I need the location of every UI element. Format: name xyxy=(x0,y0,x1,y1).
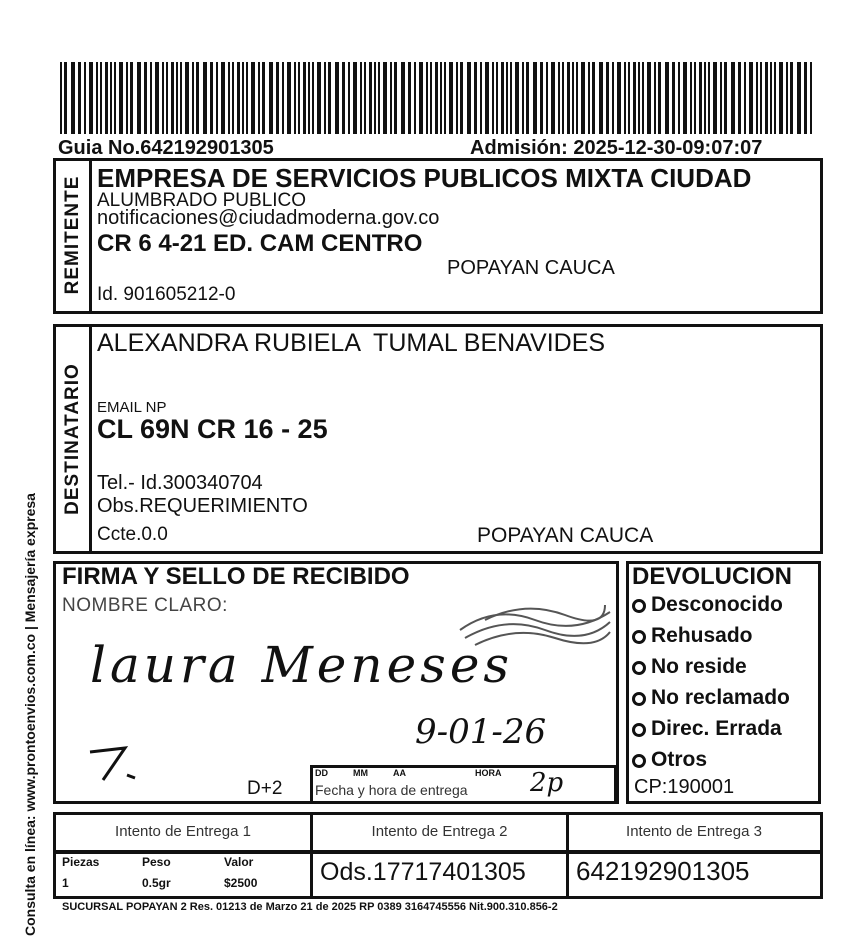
barcode-bar xyxy=(810,62,812,134)
return-option-direc-errada[interactable]: Direc. Errada xyxy=(632,717,782,741)
barcode-bar xyxy=(166,62,168,134)
pkg-header-valor: Valor xyxy=(224,855,254,869)
barcode-bar xyxy=(683,62,687,134)
barcode-bar xyxy=(353,62,357,134)
barcode-bar xyxy=(510,62,512,134)
handwritten-date: 9-01-26 xyxy=(415,712,547,752)
pkg-value-piezas: 1 xyxy=(62,876,69,890)
radio-circle-icon xyxy=(632,661,646,675)
package-divider-1 xyxy=(310,851,313,899)
d-plus-2: D+2 xyxy=(247,778,283,799)
barcode-bar xyxy=(269,62,273,134)
barcode-bar xyxy=(588,62,590,134)
barcode-bar xyxy=(180,62,182,134)
barcode-bar xyxy=(628,62,630,134)
barcode-bar xyxy=(176,62,178,134)
sender-city: POPAYAN CAUCA xyxy=(447,257,615,279)
barcode-bar xyxy=(369,62,372,134)
barcode-bar xyxy=(287,62,291,134)
barcode-bar xyxy=(185,62,189,134)
barcode-bar xyxy=(760,62,762,134)
handwritten-time: 2p xyxy=(530,768,564,798)
barcode-bar xyxy=(64,62,67,134)
barcode-bar xyxy=(720,62,722,134)
barcode-bar xyxy=(770,62,772,134)
barcode-bar xyxy=(558,62,560,134)
handwritten-name: laura Meneses xyxy=(90,636,514,694)
barcode-bar xyxy=(435,62,438,134)
barcode-bar xyxy=(282,62,284,134)
barcode-bar xyxy=(492,62,494,134)
attempt-2-label: Intento de Entrega 2 xyxy=(371,823,508,840)
barcode-bar xyxy=(203,62,207,134)
barcode-bar xyxy=(756,62,758,134)
barcode-bar xyxy=(647,62,651,134)
barcode-bar xyxy=(546,62,548,134)
barcode-bar xyxy=(246,62,248,134)
barcode-bar xyxy=(779,62,783,134)
barcode-bar xyxy=(533,62,537,134)
barcode-bar xyxy=(474,62,477,134)
date-label-aa: AA xyxy=(393,768,406,778)
package-divider-2 xyxy=(566,851,569,899)
barcode-bar xyxy=(633,62,636,134)
recipient-tel: Tel.- Id.300340704 xyxy=(97,472,263,494)
barcode-bar xyxy=(298,62,300,134)
barcode-bar xyxy=(171,62,174,134)
return-option-no-reside[interactable]: No reside xyxy=(632,655,747,679)
barcode-bar xyxy=(658,62,661,134)
barcode-bar xyxy=(624,62,626,134)
barcode-bar xyxy=(665,62,669,134)
sender-address: CR 6 4-21 ED. CAM CENTRO xyxy=(97,230,423,257)
barcode-bar xyxy=(276,62,279,134)
sender-dept: ALUMBRADO PUBLICO xyxy=(97,190,307,211)
barcode-bar xyxy=(221,62,225,134)
barcode-bar xyxy=(419,62,423,134)
sender-company: EMPRESA DE SERVICIOS PUBLICOS MIXTA CIUDAD xyxy=(97,163,752,193)
barcode-bar xyxy=(258,62,260,134)
radio-circle-icon xyxy=(632,723,646,737)
barcode-bar xyxy=(496,62,498,134)
barcode-bar xyxy=(378,62,380,134)
barcode-bar xyxy=(581,62,585,134)
recipient-ccte: Ccte.0.0 xyxy=(97,524,168,545)
barcode-bar xyxy=(374,62,376,134)
barcode-bar xyxy=(144,62,147,134)
barcode-bar xyxy=(71,62,75,134)
barcode xyxy=(58,62,818,136)
barcode-bar xyxy=(774,62,776,134)
receipt-name-label: NOMBRE CLARO: xyxy=(62,595,228,616)
barcode-bar xyxy=(430,62,432,134)
barcode-bar xyxy=(348,62,350,134)
barcode-bar xyxy=(713,62,717,134)
barcode-bar xyxy=(540,62,543,134)
barcode-bar xyxy=(119,62,123,134)
barcode-bar xyxy=(786,62,788,134)
barcode-bar xyxy=(690,62,692,134)
radio-circle-icon xyxy=(632,754,646,768)
radio-circle-icon xyxy=(632,692,646,706)
barcode-bar xyxy=(114,62,116,134)
barcode-bar xyxy=(567,62,570,134)
barcode-bar xyxy=(731,62,735,134)
side-info-text: Consulta en línea: www.prontoenvios.com.co | Mensajería expresa xyxy=(22,493,38,936)
date-label-mm: MM xyxy=(353,768,368,778)
barcode-bar xyxy=(804,62,807,134)
barcode-bar xyxy=(210,62,213,134)
barcode-bar xyxy=(294,62,296,134)
receipt-title: FIRMA Y SELLO DE RECIBIDO xyxy=(62,563,410,590)
return-option-rehusado[interactable]: Rehusado xyxy=(632,624,753,648)
barcode-bar xyxy=(599,62,603,134)
barcode-bar xyxy=(262,62,265,134)
barcode-bar xyxy=(708,62,710,134)
return-option-no-reclamado[interactable]: No reclamado xyxy=(632,686,790,710)
barcode-bar xyxy=(126,62,128,134)
barcode-bar xyxy=(60,62,62,134)
barcode-bar xyxy=(196,62,199,134)
barcode-bar xyxy=(150,62,152,134)
barcode-bar xyxy=(78,62,81,134)
barcode-bar xyxy=(155,62,159,134)
recipient-city: POPAYAN CAUCA xyxy=(477,524,654,547)
barcode-bar xyxy=(100,62,102,134)
admission-date: Admisión: 2025-12-30-09:07:07 xyxy=(470,137,763,159)
barcode-bar xyxy=(440,62,442,134)
barcode-bar xyxy=(401,62,405,134)
barcode-bar xyxy=(797,62,801,134)
ods-number: Ods.17717401305 xyxy=(320,858,526,886)
barcode-bar xyxy=(612,62,614,134)
barcode-bar xyxy=(749,62,753,134)
recipient-address: CL 69N CR 16 - 25 xyxy=(97,414,328,444)
barcode-bar xyxy=(790,62,793,134)
barcode-bar xyxy=(572,62,574,134)
attempt-3-label: Intento de Entrega 3 xyxy=(626,823,762,840)
attempt-1-label: Intento de Entrega 1 xyxy=(115,823,251,840)
barcode-bar xyxy=(324,62,326,134)
barcode-bar xyxy=(426,62,428,134)
barcode-bar xyxy=(237,62,240,134)
barcode-bar xyxy=(192,62,194,134)
recipient-label: DESTINATARIO xyxy=(62,363,83,515)
return-cp: CP:190001 xyxy=(634,776,735,798)
barcode-bar xyxy=(130,62,133,134)
barcode-bar xyxy=(642,62,644,134)
return-title: DEVOLUCION xyxy=(632,563,793,590)
barcode-bar xyxy=(303,62,306,134)
barcode-bar xyxy=(467,62,471,134)
pkg-header-peso: Peso xyxy=(142,855,171,869)
return-option-desconocido[interactable]: Desconocido xyxy=(632,593,783,617)
barcode-bar xyxy=(216,62,218,134)
barcode-bar xyxy=(460,62,463,134)
barcode-bar xyxy=(444,62,446,134)
pkg-value-peso: 0.5gr xyxy=(142,876,171,890)
pkg-header-piezas: Piezas xyxy=(62,855,100,869)
barcode-bar xyxy=(765,62,768,134)
barcode-bar xyxy=(592,62,595,134)
recipient-obs: Obs.REQUERIMIENTO xyxy=(97,495,308,517)
barcode-bar xyxy=(383,62,387,134)
handwritten-mark xyxy=(85,740,145,785)
barcode-bar xyxy=(110,62,112,134)
barcode-bar xyxy=(551,62,555,134)
sender-label: REMITENTE xyxy=(62,175,83,295)
barcode-bar xyxy=(576,62,578,134)
barcode-bar xyxy=(364,62,366,134)
barcode-bar xyxy=(449,62,453,134)
guide-number: Guia No.642192901305 xyxy=(58,137,274,159)
barcode-bar xyxy=(414,62,416,134)
barcode-bar xyxy=(232,62,234,134)
barcode-bar xyxy=(522,62,524,134)
barcode-bar xyxy=(606,62,609,134)
barcode-bar xyxy=(456,62,458,134)
barcode-bar xyxy=(137,62,141,134)
barcode-bar xyxy=(408,62,411,134)
date-label-hora: HORA xyxy=(475,768,502,778)
barcode-bar xyxy=(724,62,727,134)
return-option-otros[interactable]: Otros xyxy=(632,748,707,772)
barcode-bar xyxy=(672,62,675,134)
barcode-bar xyxy=(480,62,482,134)
barcode-bar xyxy=(89,62,93,134)
recipient-email-note: EMAIL NP xyxy=(97,399,167,416)
barcode-bar xyxy=(328,62,331,134)
barcode-bar xyxy=(308,62,310,134)
barcode-bar xyxy=(654,62,656,134)
date-caption: Fecha y hora de entrega xyxy=(315,782,468,798)
barcode-bar xyxy=(242,62,244,134)
barcode-bar xyxy=(699,62,702,134)
barcode-bar xyxy=(638,62,640,134)
barcode-bar xyxy=(694,62,696,134)
barcode-bar xyxy=(515,62,519,134)
guide-repeat: 642192901305 xyxy=(576,856,750,886)
barcode-bar xyxy=(84,62,86,134)
barcode-bar xyxy=(342,62,345,134)
radio-circle-icon xyxy=(632,599,646,613)
barcode-bar xyxy=(390,62,392,134)
radio-circle-icon xyxy=(632,630,646,644)
barcode-bar xyxy=(228,62,230,134)
barcode-bar xyxy=(501,62,504,134)
pkg-value-valor: $2500 xyxy=(224,876,258,890)
barcode-bar xyxy=(360,62,362,134)
barcode-bar xyxy=(704,62,706,134)
barcode-bar xyxy=(105,62,108,134)
barcode-bar xyxy=(617,62,621,134)
barcode-bar xyxy=(744,62,746,134)
barcode-bar xyxy=(678,62,680,134)
barcode-bar xyxy=(317,62,321,134)
barcode-bar xyxy=(312,62,314,134)
barcode-bar xyxy=(96,62,98,134)
barcode-bar xyxy=(526,62,529,134)
barcode-bar xyxy=(394,62,397,134)
barcode-bar xyxy=(335,62,339,134)
footer-text: SUCURSAL POPAYAN 2 Res. 01213 de Marzo 21 de 2025 RP 0389 3164745556 Nit.900.310.856-2 xyxy=(62,901,558,913)
barcode-bar xyxy=(738,62,741,134)
sender-id: Id. 901605212-0 xyxy=(97,284,236,305)
recipient-name: ALEXANDRA RUBIELA TUMAL BENAVIDES xyxy=(97,329,606,357)
barcode-bar xyxy=(251,62,255,134)
barcode-bar xyxy=(506,62,508,134)
date-label-dd: DD xyxy=(315,768,328,778)
sender-email: notificaciones@ciudadmoderna.gov.co xyxy=(97,207,440,229)
barcode-bar xyxy=(485,62,489,134)
barcode-bar xyxy=(162,62,164,134)
barcode-bar xyxy=(562,62,564,134)
